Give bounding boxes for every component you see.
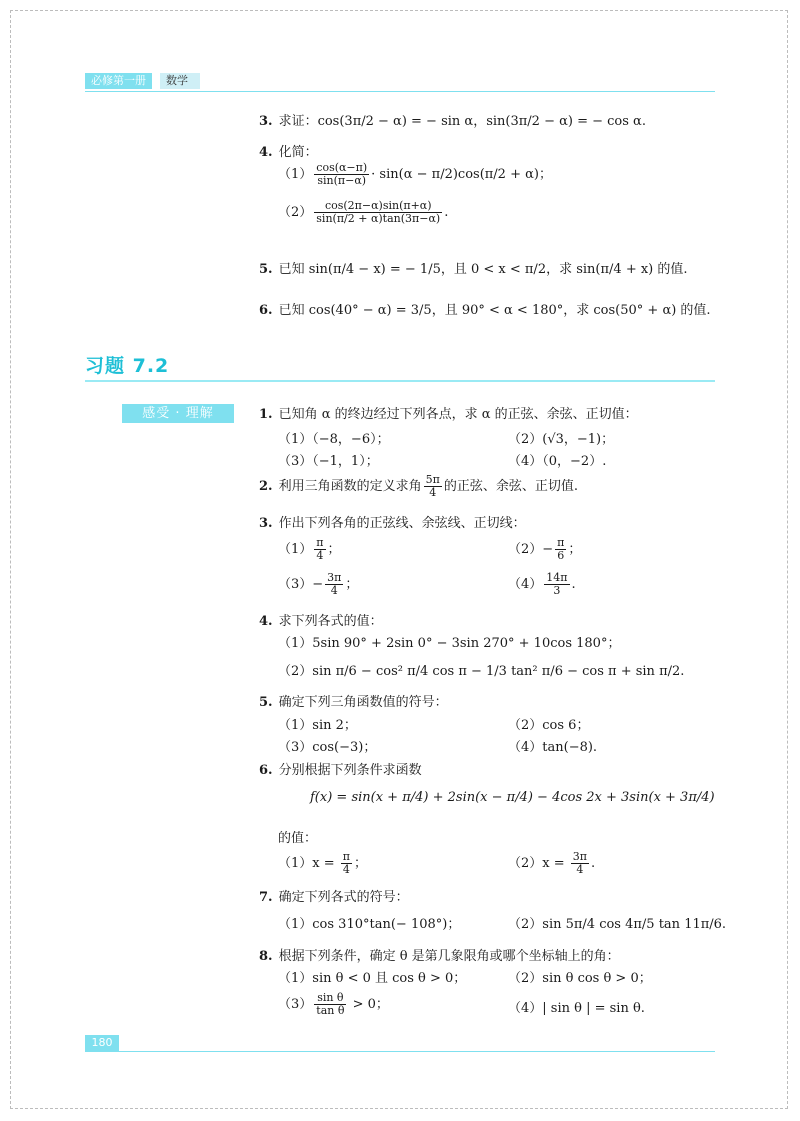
problem-1-a: （1）（−8，−6）； bbox=[278, 432, 390, 447]
problem-8-b: （2）sin θ cos θ > 0； bbox=[508, 971, 652, 986]
exercise-3: 3. 求证：cos(3π/2 − α) = − sin α，sin(3π/2 − α) = − cos α. bbox=[259, 114, 646, 129]
book-tag: 必修第一册 bbox=[85, 73, 152, 89]
problem-5: 5. 确定下列三角函数值的符号： bbox=[259, 695, 448, 710]
problem-8-a: （1）sin θ < 0 且 cos θ > 0； bbox=[278, 971, 467, 986]
fraction: $\frac{\pi}{6}$ bbox=[557, 536, 565, 562]
problem-6-tail: 的值： bbox=[278, 831, 318, 846]
fraction: $\frac{5\pi}{4}$ bbox=[425, 473, 440, 499]
problem-8: 8. 根据下列条件，确定 θ 是第几象限角或哪个坐标轴上的角： bbox=[259, 949, 620, 964]
problem-4-a: （1）5sin 90° + 2sin 0° − 3sin 270° + 10cos 180°； bbox=[278, 636, 621, 651]
section-title: 习题 7.2 bbox=[85, 355, 170, 377]
fraction: $\frac{3\pi}{4}$ bbox=[327, 571, 342, 597]
problem-1-b: （2）(√3，−1)； bbox=[508, 432, 615, 447]
fraction: $\frac{\cos(2\pi-\alpha)\sin(\pi+\alpha)}{\sin(\pi/2 + \alpha)\tan(3\pi-\alpha)}$ bbox=[316, 199, 441, 225]
problem-1: 1. 已知角 α 的终边经过下列各点，求 α 的正弦、余弦、正切值： bbox=[259, 407, 638, 422]
problem-3-a: （1） $\frac{\pi}{4}$ ； bbox=[278, 536, 341, 562]
exercise-5: 5. 已知 sin(π/4 − x) = − 1/5，且 0 < x < π/2，求 sin(π/4 + x) 的值. bbox=[259, 262, 688, 277]
section-rule bbox=[85, 380, 715, 382]
problem-5-a: （1）sin 2； bbox=[278, 718, 357, 733]
problem-3: 3. 作出下列各角的正弦线、余弦线、正切线： bbox=[259, 516, 526, 531]
fraction: $\frac{\pi}{4}$ bbox=[342, 850, 350, 876]
exercise-4-1: （1） $\frac{\cos(\alpha-\pi)}{\sin(\pi-\alpha)}$ · sin(α − π/2)cos(π/2 + α)； bbox=[278, 161, 552, 187]
problem-7-a: （1）cos 310°tan(− 108°)； bbox=[278, 917, 461, 932]
category-badge: 感受 · 理解 bbox=[122, 404, 234, 423]
header-rule bbox=[85, 91, 715, 92]
problem-4: 4. 求下列各式的值： bbox=[259, 614, 383, 629]
problem-6-a: （1）x = $\frac{\pi}{4}$ ； bbox=[278, 850, 368, 876]
fraction: $\frac{\cos(\alpha-\pi)}{\sin(\pi-\alpha)}$ bbox=[316, 161, 368, 187]
fraction: $\frac{14\pi}{3}$ bbox=[546, 571, 568, 597]
problem-1-c: （3）（−1，1）； bbox=[278, 454, 379, 469]
exercise-4: 4. 化简： bbox=[259, 145, 318, 160]
problem-2: 2. 利用三角函数的定义求角 $\frac{5\pi}{4}$ 的正弦、余弦、正切值. bbox=[259, 473, 578, 499]
footer-rule bbox=[85, 1051, 715, 1052]
problem-5-c: （3）cos(−3)； bbox=[278, 740, 377, 755]
problem-1-d: （4）（0，−2）. bbox=[508, 454, 607, 469]
problem-8-d: （4）| sin θ | = sin θ. bbox=[508, 1001, 645, 1016]
problem-3-d: （4） $\frac{14\pi}{3}$ . bbox=[508, 571, 576, 597]
problem-3-c: （3）− $\frac{3\pi}{4}$ ； bbox=[278, 571, 359, 597]
subject-tag: 数学 bbox=[160, 73, 200, 89]
problem-3-b: （2）− $\frac{\pi}{6}$ ； bbox=[508, 536, 582, 562]
problem-4-b: （2）sin π/6 − cos² π/4 cos π − 1/3 tan² π/6 − cos π + sin π/2. bbox=[278, 664, 685, 679]
problem-6: 6. 分别根据下列条件求函数 bbox=[259, 763, 422, 778]
exercise-4-2: （2） $\frac{\cos(2\pi-\alpha)\sin(\pi+\alpha)}{\sin(\pi/2 + \alpha)\tan(3\pi-\alpha)}$ . bbox=[278, 199, 449, 225]
problem-7: 7. 确定下列各式的符号： bbox=[259, 890, 409, 905]
fraction: $\frac{\text{sin θ}}{\text{tan θ}}$ bbox=[316, 991, 345, 1017]
fraction: $\frac{3\pi}{4}$ bbox=[572, 850, 587, 876]
problem-8-c: （3） $\frac{\text{sin θ}}{\text{tan θ}}$ > 0； bbox=[278, 991, 389, 1017]
exercise-6: 6. 已知 cos(40° − α) = 3/5，且 90° < α < 180°，求 cos(50° + α) 的值. bbox=[259, 303, 711, 318]
problem-6-b: （2）x = $\frac{3\pi}{4}$ . bbox=[508, 850, 596, 876]
page-number: 180 bbox=[85, 1035, 119, 1051]
problem-6-formula: f(x) = sin(x + π/4) + 2sin(x − π/4) − 4cos 2x + 3sin(x + 3π/4) bbox=[310, 790, 715, 805]
fraction: $\frac{\pi}{4}$ bbox=[316, 536, 324, 562]
problem-7-b: （2）sin 5π/4 cos 4π/5 tan 11π/6. bbox=[508, 917, 727, 932]
problem-5-d: （4）tan(−8). bbox=[508, 740, 598, 755]
problem-5-b: （2）cos 6； bbox=[508, 718, 590, 733]
